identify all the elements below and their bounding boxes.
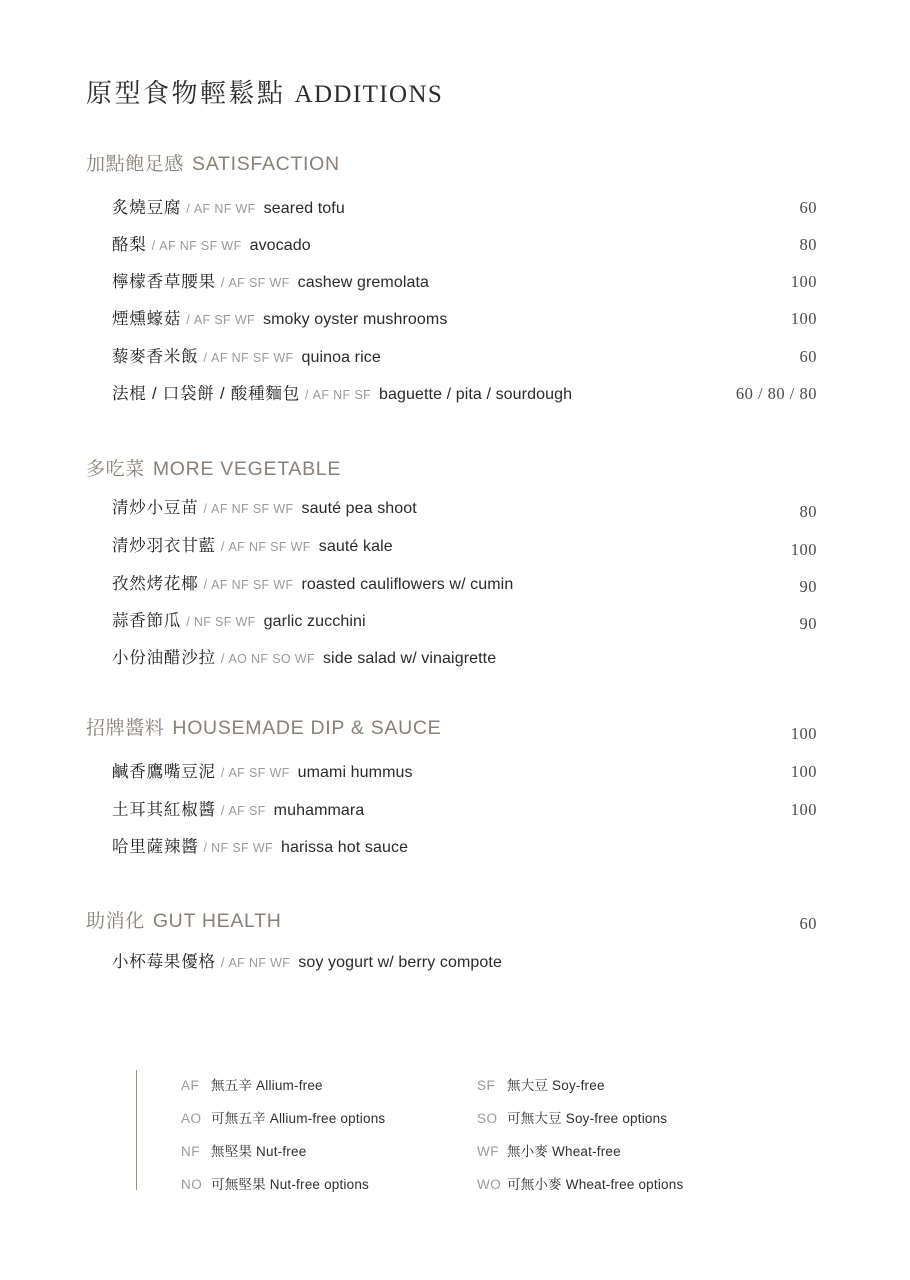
legend-divider xyxy=(136,1070,137,1190)
menu-item-name-zh: 蒜香節瓜 xyxy=(112,612,182,630)
menu-item-allergen-tags: / NF SF WF xyxy=(203,841,273,855)
menu-item-name-en: cashew gremolata xyxy=(297,274,430,291)
section-header-en: HOUSEMADE DIP & SAUCE xyxy=(172,717,442,739)
section-header-zh: 招牌醬料 xyxy=(86,718,165,739)
section-header-en: MORE VEGETABLE xyxy=(152,458,342,480)
legend-item xyxy=(181,1111,385,1127)
page-title xyxy=(86,80,443,107)
section-header xyxy=(86,155,340,175)
menu-item xyxy=(112,576,513,593)
menu-item-allergen-tags: / AF NF SF WF xyxy=(151,239,242,253)
menu-item-price: 60 xyxy=(799,198,817,217)
menu-item-price: 100 xyxy=(790,724,817,743)
menu-item-allergen-tags: / AF SF WF xyxy=(186,313,255,327)
menu-item-name-zh: 小杯莓果優格 xyxy=(112,953,216,971)
menu-item-price: 80 xyxy=(799,235,817,254)
menu-item-price: 80 xyxy=(799,502,817,521)
menu-item xyxy=(112,538,393,555)
menu-item xyxy=(112,613,366,630)
menu-item-allergen-tags: / AF SF WF xyxy=(220,766,290,780)
menu-item-name-zh: 酪梨 xyxy=(112,236,147,254)
menu-item-name-en: quinoa rice xyxy=(301,349,381,366)
menu-item-name-zh: 清炒小豆苗 xyxy=(112,499,199,517)
menu-item-allergen-tags: / AF NF WF xyxy=(186,202,256,216)
menu-item xyxy=(112,386,572,403)
menu-item-name-en: side salad w/ vinaigrette xyxy=(322,650,497,667)
menu-item-allergen-tags: / NF SF WF xyxy=(186,615,256,629)
page-title-zh: 原型食物輕鬆點 xyxy=(86,78,286,108)
menu-item-name-en: baguette / pita / sourdough xyxy=(379,386,573,403)
legend-item xyxy=(181,1078,323,1094)
menu-item xyxy=(112,764,413,781)
menu-item-allergen-tags: / AF NF SF WF xyxy=(203,502,294,516)
menu-item-name-zh: 清炒羽衣甘藍 xyxy=(112,537,216,555)
menu-item-name-zh: 土耳其紅椒醬 xyxy=(112,801,216,819)
legend-item xyxy=(181,1144,306,1160)
section-header-en: GUT HEALTH xyxy=(152,910,282,932)
legend-description: 無五辛 Allium-free xyxy=(211,1078,323,1093)
section-header xyxy=(86,912,282,932)
menu-item-allergen-tags: / AF NF SF WF xyxy=(203,351,294,365)
menu-item xyxy=(112,954,502,971)
menu-item-name-zh: 鹹香鷹嘴豆泥 xyxy=(112,763,216,781)
menu-item xyxy=(112,349,381,366)
menu-item xyxy=(112,237,311,254)
legend-code: SO xyxy=(477,1111,498,1126)
menu-item-name-zh: 孜然烤花椰 xyxy=(112,575,199,593)
menu-item xyxy=(112,311,447,328)
legend-code: AO xyxy=(181,1111,202,1126)
legend-code: SF xyxy=(477,1078,496,1093)
menu-item-name-zh: 炙燒豆腐 xyxy=(112,199,182,217)
legend-description: 無小麥 Wheat-free xyxy=(507,1144,621,1159)
menu-item-price: 60 xyxy=(799,914,817,933)
menu-item-allergen-tags: / AO NF SO WF xyxy=(220,652,315,666)
menu-item-price: 60 / 80 / 80 xyxy=(735,384,817,403)
menu-item-price: 100 xyxy=(790,309,817,328)
menu-item xyxy=(112,500,417,517)
legend-code: WF xyxy=(477,1144,499,1159)
legend-code: NF xyxy=(181,1144,200,1159)
menu-item-allergen-tags: / AF NF SF WF xyxy=(220,540,311,554)
menu-item-allergen-tags: / AF NF WF xyxy=(220,956,291,970)
menu-item-name-zh: 藜麥香米飯 xyxy=(112,348,199,366)
menu-item-name-en: smoky oyster mushrooms xyxy=(262,311,448,328)
menu-item-price: 60 xyxy=(799,347,817,366)
menu-item-allergen-tags: / AF NF SF WF xyxy=(203,578,294,592)
menu-item-price: 100 xyxy=(790,800,817,819)
menu-item-name-en: sauté pea shoot xyxy=(301,500,417,517)
menu-item-name-en: garlic zucchini xyxy=(263,613,366,630)
section-header-zh: 多吃菜 xyxy=(86,459,145,480)
menu-item-allergen-tags: / AF SF WF xyxy=(220,276,290,290)
legend-code: WO xyxy=(477,1177,502,1192)
legend-item xyxy=(181,1177,369,1193)
legend-item xyxy=(477,1177,683,1193)
menu-item xyxy=(112,839,408,856)
menu-item-name-en: avocado xyxy=(249,237,311,254)
menu-item xyxy=(112,200,345,217)
legend-item xyxy=(477,1144,621,1160)
legend-item xyxy=(477,1111,667,1127)
menu-item-price: 100 xyxy=(790,762,817,781)
page-title-en: ADDITIONS xyxy=(294,81,444,108)
menu-item-name-zh: 法棍 / 口袋餅 / 酸種麵包 xyxy=(112,385,301,403)
legend-description: 可無大豆 Soy-free options xyxy=(507,1111,668,1126)
menu-item-name-en: sauté kale xyxy=(318,538,393,555)
menu-item-allergen-tags: / AF NF SF xyxy=(305,388,372,402)
menu-item-price: 90 xyxy=(799,577,817,596)
menu-item xyxy=(112,802,364,819)
menu-item-allergen-tags: / AF SF xyxy=(220,804,266,818)
menu-item-name-en: soy yogurt w/ berry compote xyxy=(298,954,502,971)
menu-item-name-en: seared tofu xyxy=(263,200,345,217)
menu-item-name-zh: 檸檬香草腰果 xyxy=(112,273,216,291)
section-header-en: SATISFACTION xyxy=(192,153,340,175)
menu-item-price: 100 xyxy=(790,540,817,559)
legend-description: 可無堅果 Nut-free options xyxy=(211,1177,369,1192)
menu-item-name-zh: 小份油醋沙拉 xyxy=(112,649,216,667)
legend-description: 可無小麥 Wheat-free options xyxy=(507,1177,684,1192)
menu-item-name-en: umami hummus xyxy=(297,764,413,781)
legend-code: NO xyxy=(181,1177,203,1192)
menu-item-name-en: muhammara xyxy=(273,802,365,819)
legend-code: AF xyxy=(181,1078,200,1093)
menu-item xyxy=(112,274,429,291)
menu-item-price: 100 xyxy=(790,272,817,291)
section-header xyxy=(86,719,441,739)
legend-description: 可無五辛 Allium-free options xyxy=(211,1111,386,1126)
legend-description: 無堅果 Nut-free xyxy=(211,1144,307,1159)
menu-item-price: 90 xyxy=(799,614,817,633)
section-header xyxy=(86,460,341,480)
menu-item-name-zh: 哈里薩辣醬 xyxy=(112,838,199,856)
menu-item xyxy=(112,650,496,667)
legend-item xyxy=(477,1078,605,1094)
menu-item-name-en: roasted cauliflowers w/ cumin xyxy=(301,576,514,593)
menu-item-name-zh: 煙燻蠔菇 xyxy=(112,310,182,328)
menu-item-name-en: harissa hot sauce xyxy=(280,839,409,856)
legend-description: 無大豆 Soy-free xyxy=(507,1078,605,1093)
section-header-zh: 加點飽足感 xyxy=(86,154,185,175)
section-header-zh: 助消化 xyxy=(86,911,145,932)
